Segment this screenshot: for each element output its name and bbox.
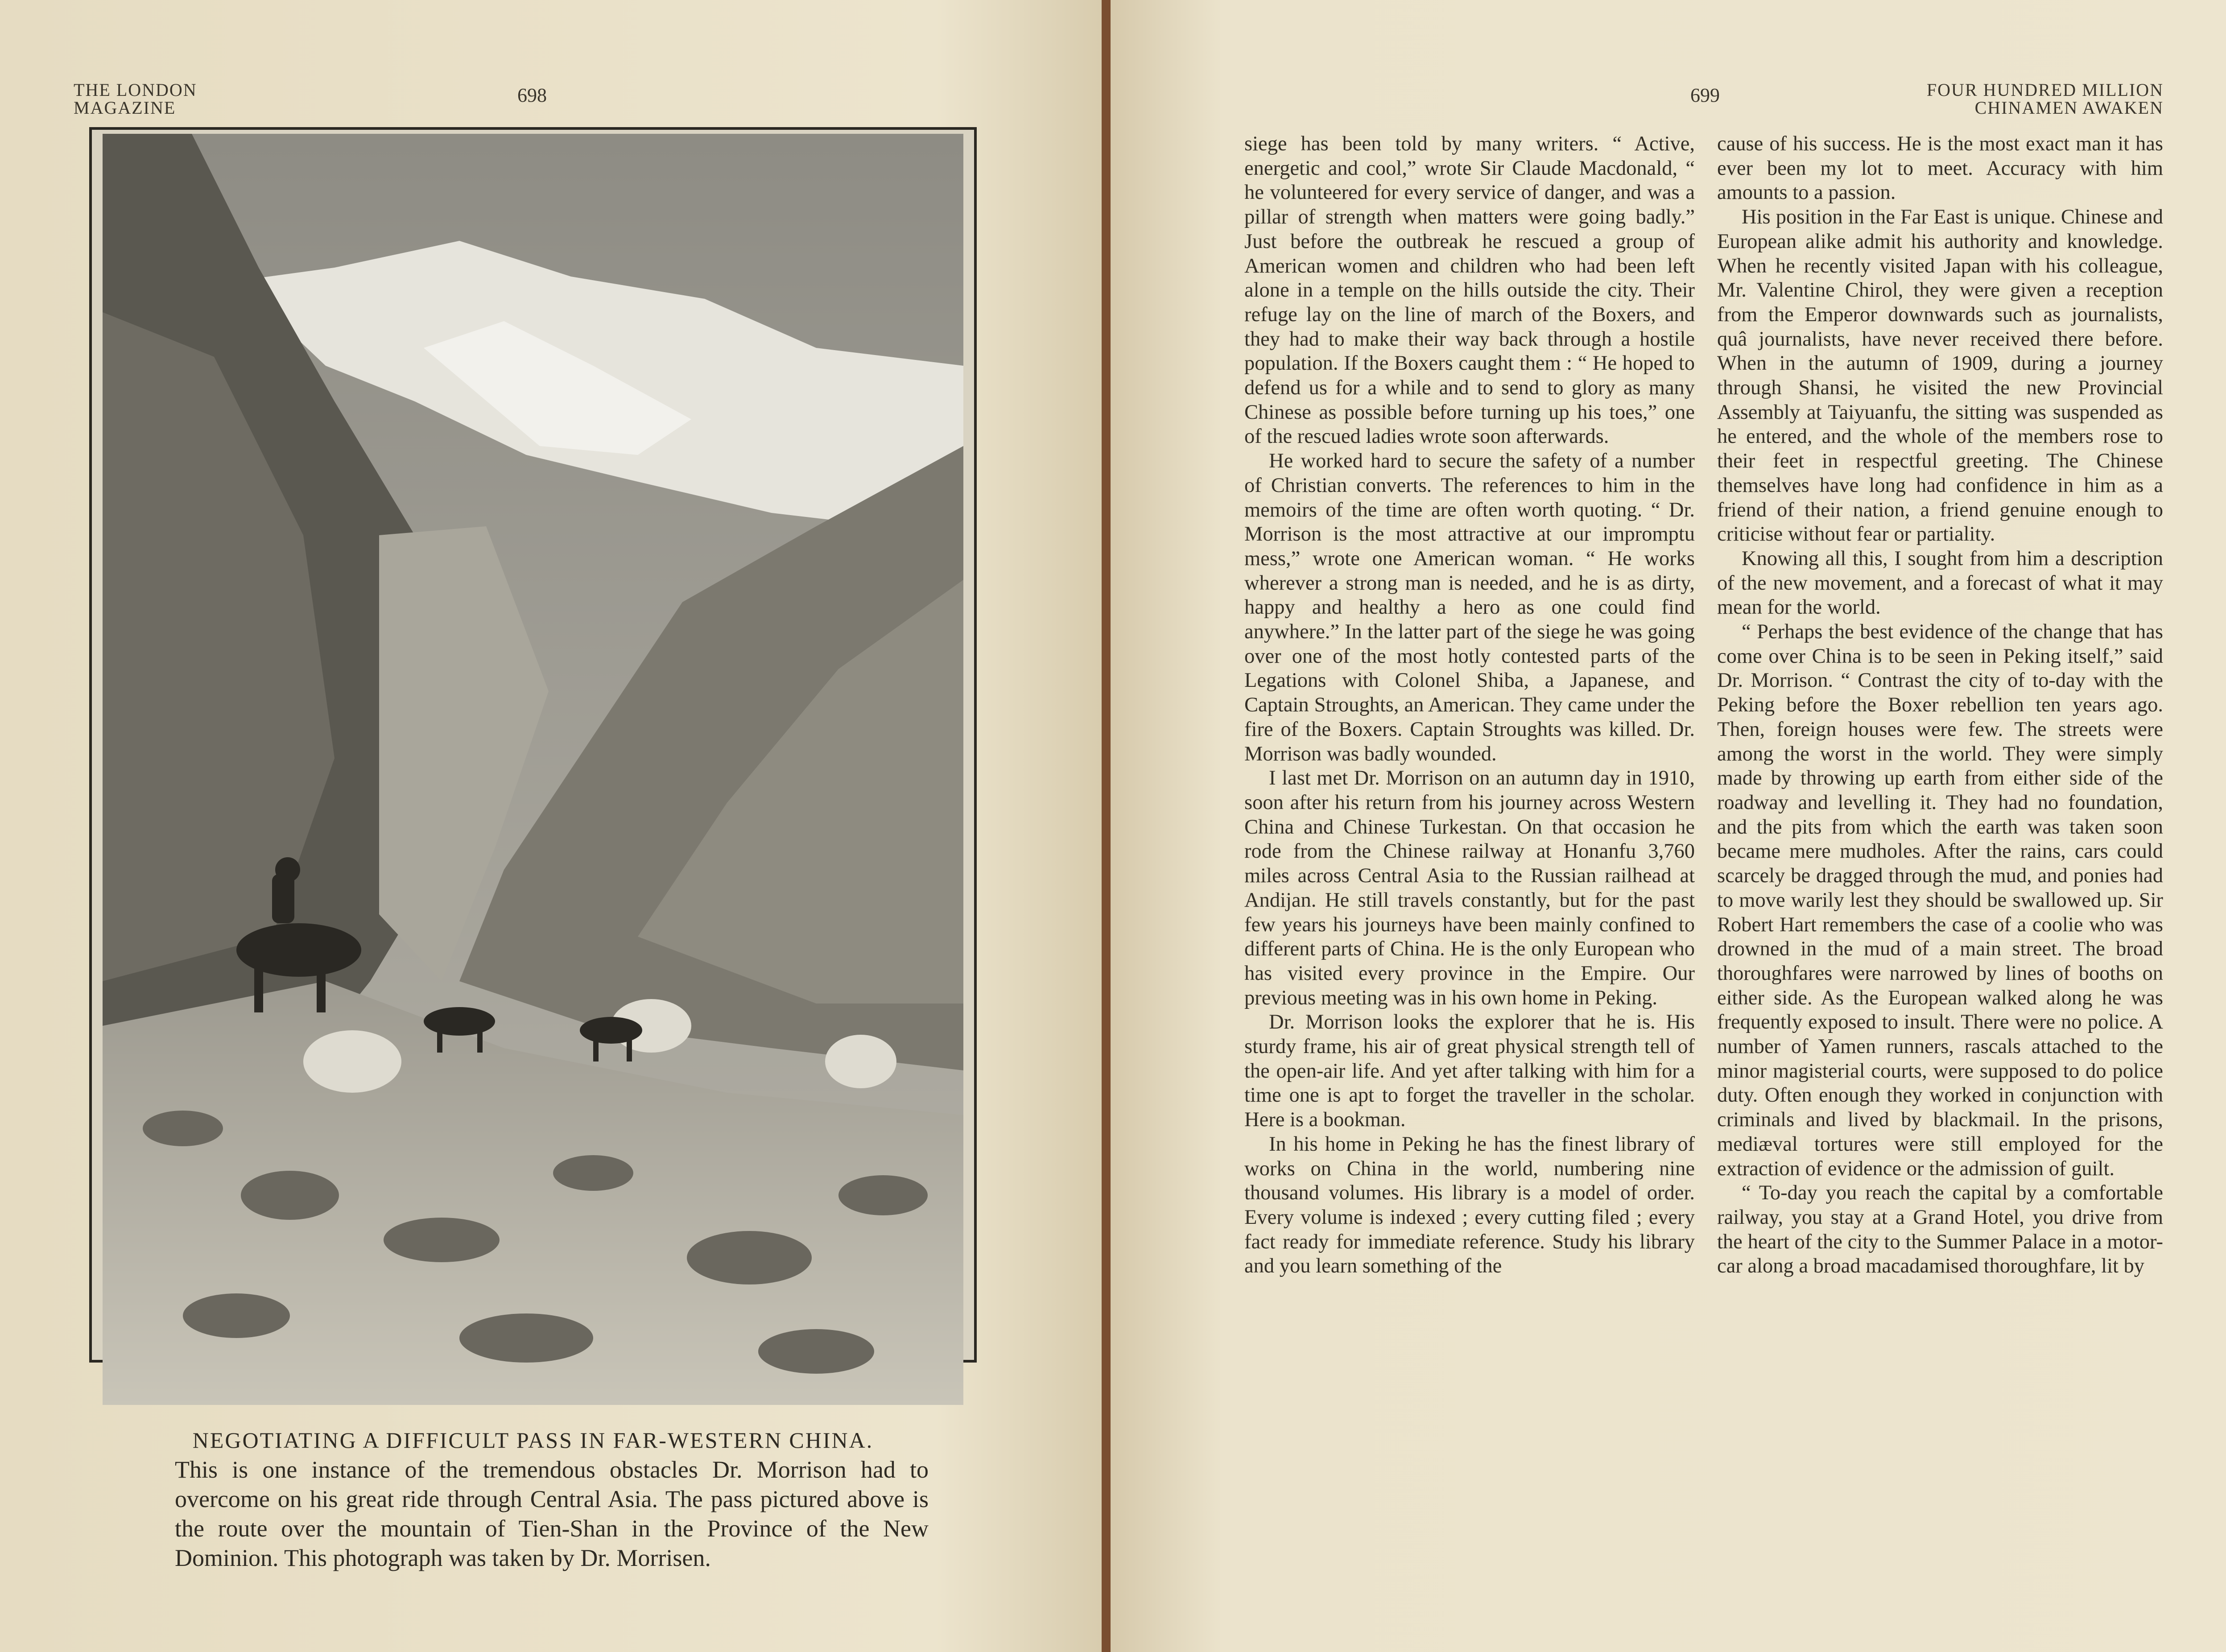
paragraph: Knowing all this, I sought from him a description of the new movement, and a forecast of what it may mean for the world.	[1717, 547, 2163, 619]
left-page	[0, 0, 1102, 1652]
paragraph: His position in the Far East is unique. Chinese and European alike admit his authority and knowledge. When he recently visited Japan with his colleague, Mr. Valentine Chirol, they were given a reception from the Emperor downwards such as journalists, quâ journalists, have never received there before. When in the autumn of 1909, during a journey through Shansi, he visited the new Provincial Assembly at Taiyuanfu, the sitting was suspended as he entered, and the whole of the members rose to their feet in respectful greeting. The Chinese themselves have long had confidence in him as a friend of their nation, a friend genuine enough to criticise without fear or partiality.	[1717, 206, 2163, 546]
running-head-left	[74, 81, 197, 117]
book-gutter	[1102, 0, 1111, 1652]
mountain-pass-photo	[103, 134, 963, 1405]
paragraph: He worked hard to secure the safety of a number of Christian converts. The references to him in the memoirs of the time are often worth quoting. “ Dr. Morrison is the most attractive at our impromptu mess,” wrote one American woman. “ He works wherever a strong man is needed, and he is as dirty, happy and healthy a hero as one could find anywhere.” In the latter part of the siege he was going over one of the most hotly contested parts of the Legations with Colonel Shiba, a Japanese, and Captain Stroughts, an American. They came under the fire of the Boxers. Captain Stroughts was killed. Dr. Morrison was badly wounded.	[1244, 450, 1695, 765]
page-number-left: 698	[517, 84, 547, 106]
running-head-line: THE LONDON	[74, 80, 197, 100]
paragraph: I last met Dr. Morrison on an autumn day in 1910, soon after his return from his journey across Western China and Chinese Turkestan. On that occasion he rode from the Chinese railway at Honanfu 3,760 miles across Central Asia to the Russian railhead at Andijan. He still travels constantly, but for the past few years his journeys have been mainly confined to different parts of China. He is the only European who has visited every province in the Empire. Our previous meeting was in his own home in Peking.	[1244, 767, 1695, 1009]
paragraph: cause of his success. He is the most exact man it has ever been my lot to meet. Accuracy with him amounts to a passion.	[1717, 132, 2163, 204]
paragraph: In his home in Peking he has the finest library of works on China in the world, numbering nine thousand volumes. His library is a model of order. Every volume is indexed ; every cutting filed ; every fact ready for immediate reference. Study his library and you learn something of the	[1244, 1132, 1695, 1278]
paragraph: “ To-day you reach the capital by a comfortable railway, you stay at a Grand Hotel, you drive from the heart of the city to the Summer Palace in a motor-car along a broad macadamised thoroughfare, lit by	[1717, 1181, 2163, 1278]
running-head-line: CHINAMEN AWAKEN	[1974, 98, 2164, 118]
article-column-2	[1717, 132, 2163, 1279]
photo-caption-body: This is one instance of the tremendous obstacles Dr. Morrison had to overcome on his great ride through Central Asia. The pass pictured above is the route over the mountain of Tien-Shan in the Province of the New Dominion. This photograph was taken by Dr. Morrisen.	[175, 1456, 929, 1571]
paragraph: Dr. Morrison looks the explorer that he is. His sturdy frame, his air of great physical strength tell of the open-air life. And yet after talking with him for a time one is apt to forget the traveller in the scholar. Here is a bookman.	[1244, 1011, 1695, 1132]
photo-caption-title: NEGOTIATING A DIFFICULT PASS IN FAR-WESTERN CHINA.	[192, 1428, 874, 1453]
paragraph: siege has been told by many writers. “ Active, energetic and cool,” wrote Sir Claude Macdonald, “ he volunteered for every service of danger, and was a pillar of strength when matters were going badly.” Just before the outbreak he rescued a group of American women and children who had been left alone in a temple on the hills outside the city. Their refuge lay on the line of march of the Boxers, and they had to make their way back through a hostile population. If the Boxers caught them : “ He hoped to defend us for a while and to send to glory as many Chinese as possible before turning up his toes,” one of the rescued ladies wrote soon afterwards.	[1244, 132, 1695, 448]
running-head-line: FOUR HUNDRED MILLION	[1926, 80, 2164, 100]
article-column-1	[1244, 132, 1695, 1279]
paragraph: “ Perhaps the best evidence of the change that has come over China is to be seen in Peking itself,” said Dr. Morrison. “ Contrast the city of to-day with the Peking before the Boxer rebellion ten years ago. Then, foreign houses were few. The streets were among the worst in the world. They were simply made by throwing up earth from either side of the roadway and levelling it. They had no foundation, and the pits from which the earth was taken soon became mere mudholes. After the rains, cars could scarcely be dragged through the mud, and ponies had to move warily lest they should be swallowed up. Sir Robert Hart remembers the case of a coolie who was drowned in the mud of a main street. The broad thoroughfares were narrowed by lines of booths on either side. As the European walked along he was frequently exposed to insult. There were no police. A number of Yamen runners, rascals attached to the minor magisterial courts, were supposed to do police duty. Often enough they worked in conjunction with criminals and lived by blackmail. In the prisons, mediæval tortures were still employed for the extraction of evidence or the admission of guilt.	[1717, 620, 2163, 1180]
page-number-right: 699	[1690, 84, 1720, 106]
running-head-right	[1927, 81, 2164, 117]
running-head-line: MAGAZINE	[74, 98, 176, 118]
